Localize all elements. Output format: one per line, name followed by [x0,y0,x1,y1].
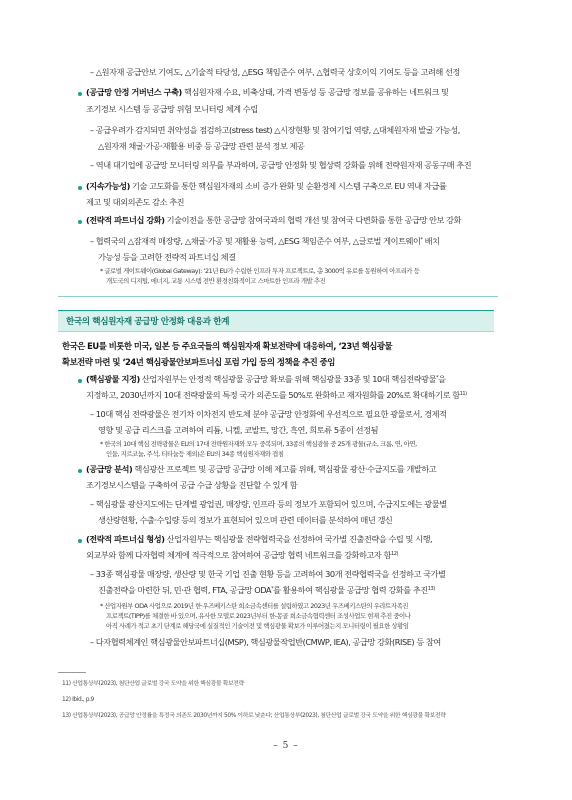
partner-criteria-detail-cont: 가능성 등을 고려한 전략적 파트너십 체결 [98,252,236,262]
global-gateway-note-cont: 개도국의 디지털, 에너지, 교통 시스템 전반 환경친화적이고 스마트한 인프라 개발 추진 [106,277,326,285]
korea-analysis-item: (공급망 분석) 핵심광산 프로젝트 및 공급망 공급망 이해 제고를 위해, 핵심광물 광산·수급지도를 개발하고 [86,464,437,474]
bullet-icon [78,186,82,190]
eu-sustainability-item: (지속가능성) 기술 고도화를 통한 핵심원자재의 소비 증가 완화 및 순환경제 시스템 구축으로 EU 역내 자급률 [86,181,447,191]
bullet-icon [78,92,82,96]
mine-map-detail: – 핵심광물 광산지도에는 단계별 광업권, 매장량, 인프라 등의 정보가 포함되어 있으며, 수급지도에는 광물별 [90,499,447,509]
bullet-icon [78,469,82,473]
bullet-icon [78,220,82,224]
keyword: (전략적 파트너십 강화) [86,215,165,225]
partner-countries-detail-cont: 진출전략을 마련한 뒤, 민·관 협력, FTA, 공급망 ODA*를 활용하여 핵심광물 공급망 협력 강화를 추진$^{13)}$ [98,585,435,595]
footnote-12: 12) Ibid., p.9 [62,697,94,703]
oda-note: * 산업자원부 ODA 사업으로 2019년 한·우즈베키스탄 희소금속센터를 설립하였고 2023년 우즈베키스탄의 우랴트자족진 [100,602,409,610]
eu-governance-item-cont: 조기경보 시스템 등 공급망 위험 모니터링 체계 수립 [86,104,258,114]
eu-sustainability-item-cont: 제고 및 대외의존도 감소 추진 [86,197,185,207]
strategic-minerals-detail-cont: 영향 및 공급 리스크를 고려하여 리튬, 니켈, 코발트, 망간, 흑연, 희토류 5종이 선정됨 [98,425,379,435]
korea-designation-item-cont: 지정하고, 2030년까지 10대 전략광물의 특정 국가 의존도를 50%로 완화하고 재자원화를 20%로 확대하기로 함$^{11)}$ [86,390,467,400]
footnote-13: 13) 산업통상부(2023), 공급망 안정률을 특정국 의존도 2030년까지 50% 이하로 낮춘다; 산업통상부(2023), 첨단산업 글로벌 강국 도약을 위한 핵심광물 확보전략 [62,713,446,719]
keyword: (공급망 안정 거버넌스 구축) [86,87,182,97]
oda-note-cont-1: 프로젝트(TIPP)를 체결한 바 있으며, 유사한 모델로 2023년부터 한-몽골 희소금속협력센터 조성사업도 현재 추진 중이나 [106,612,411,620]
keyword: (공급망 분석) [86,464,133,474]
section-divider [58,296,498,297]
stress-test-detail-cont: △원자재 채굴·가공·재활용 비중 등 공급망 관련 분석 정보 제공 [98,141,305,151]
footnote-rule [58,672,86,673]
eu-selection-criteria: – △원자재 공급안보 기여도, △기술적 타당성, △ESG 책임준수 여부, △협력국 상호이익 기여도 등을 고려해 선정 [90,67,460,77]
global-gateway-note: * 글로벌 게이트웨이(Global Gateway): ‘21년 EU가 수립한 인프라 투자 프로젝트로, 총 3000억 유로를 동원하여 아프리카 등 [100,267,420,275]
overlap-note-cont: 인듐, 지르코늄, 주석, 티타늄등 제외)은 EU의 34종 핵심원자재와 겹침 [106,450,284,458]
joint-purchase-detail: – 역내 대기업에 공급망 모니터링 의무를 부과하며, 공급망 안정화 및 협상력 강화를 위해 전략원자재 공동구매 추진 [90,160,472,170]
korea-designation-item: (핵심광물 지정) 산업자원부는 안정적 핵심광물 공급망 확보를 위해 핵심광물 33종 및 10대 핵심전략광물*을 [86,374,446,384]
lead-paragraph-cont: 확보전략 마련 및 ‘24년 핵심광물안보파트너십 포럼 가입 등의 정책을 추진 중임 [62,357,335,367]
bullet-icon [78,539,82,543]
section-title: 한국의 핵심원자재 공급망 안정화 대응과 한계 [66,317,230,327]
korea-partnership-item: (전략적 파트너십 형성) 산업자원부는 핵심광물 전략협력국을 선정하여 국가별 진출전략을 수립 및 시행, [86,534,433,544]
multilateral-detail: – 다자협력체계인 핵심광물안보파트너십(MSP), 핵심광물작업반(CMWP, IEA), 공급망 강화(RISE) 등 참여 [90,637,441,647]
stress-test-detail: – 공급우려가 감지되면 취약성을 점검하고(stress test) △시장현황 및 참여기업 역량, △대체원자재 발굴 가능성, [90,125,460,135]
section-header [58,310,494,332]
korea-partnership-item-cont: 외교부와 함께 다자협력 체계에 적극적으로 참여하여 공급망 협력 네트워크를 강화하고자 함$^{12)}$ [86,550,398,560]
partner-criteria-detail: – 협력국의 △잠재적 매장량, △채굴·가공 및 재활용 능력, △ESG 책임준수 여부, △글로벌 게이트웨이* 배치 [90,236,440,246]
korea-analysis-item-cont: 조기경보시스템을 구축하여 공급 수급 상황을 진단할 수 있게 함 [86,480,298,490]
keyword: (핵심광물 지정) [86,374,140,384]
partner-countries-detail: – 33종 핵심광물 매장량, 생산량 및 한국 기업 진출 현황 등을 고려하여 30개 전략협력국을 선정하고 국가별 [90,569,446,579]
eu-governance-item: (공급망 안정 거버넌스 구축) 핵심원자재 수요, 비축상태, 가격 변동성 등 공급망 정보를 공유하는 네트워크 및 [86,87,449,97]
mine-map-detail-cont: 생산량현황, 수출·수입량 등의 정보가 표현되어 있으며 관련 데이터를 분석하여 매년 갱신 [98,515,393,525]
oda-note-cont-2: 아직 사례가 적고 초기 단계로 해당국에 실질적인 기술이전 및 핵심광물 확보가 이루어졌는지 모니터링이 필요한 상황임 [106,622,409,630]
overlap-note: * 한국의 10대 핵심 전략광물은 EU의 17대 전략원자재와 모두 중복되며, 33종의 핵심광물 중 25개 광물(규소, 크롬, 연, 아연, [100,440,417,448]
keyword: (지속가능성) [86,181,130,191]
footnote-11: 11) 산업통상부(2023), 첨단산업 글로벌 강국 도약을 위한 핵심광물 확보전략 [62,681,244,687]
eu-partnership-item: (전략적 파트너십 강화) 기술이전을 통한 공급망 참여국과의 협력 개선 및 참여국 다변화를 통한 공급망 안보 강화 [86,215,462,225]
lead-paragraph: 한국은 EU를 비롯한 미국, 일본 등 주요국들의 핵심원자재 확보전략에 대응하여, ‘23년 핵심광물 [62,341,393,351]
page-number: – 5 – [273,741,299,751]
bullet-icon [78,379,82,383]
strategic-minerals-detail: – 10대 핵심 전략광물은 전기차 이차전지 반도체 분야 공급망 안정화에 우선적으로 필요한 광물로서, 경제적 [90,409,447,419]
keyword: (전략적 파트너십 형성) [86,534,165,544]
